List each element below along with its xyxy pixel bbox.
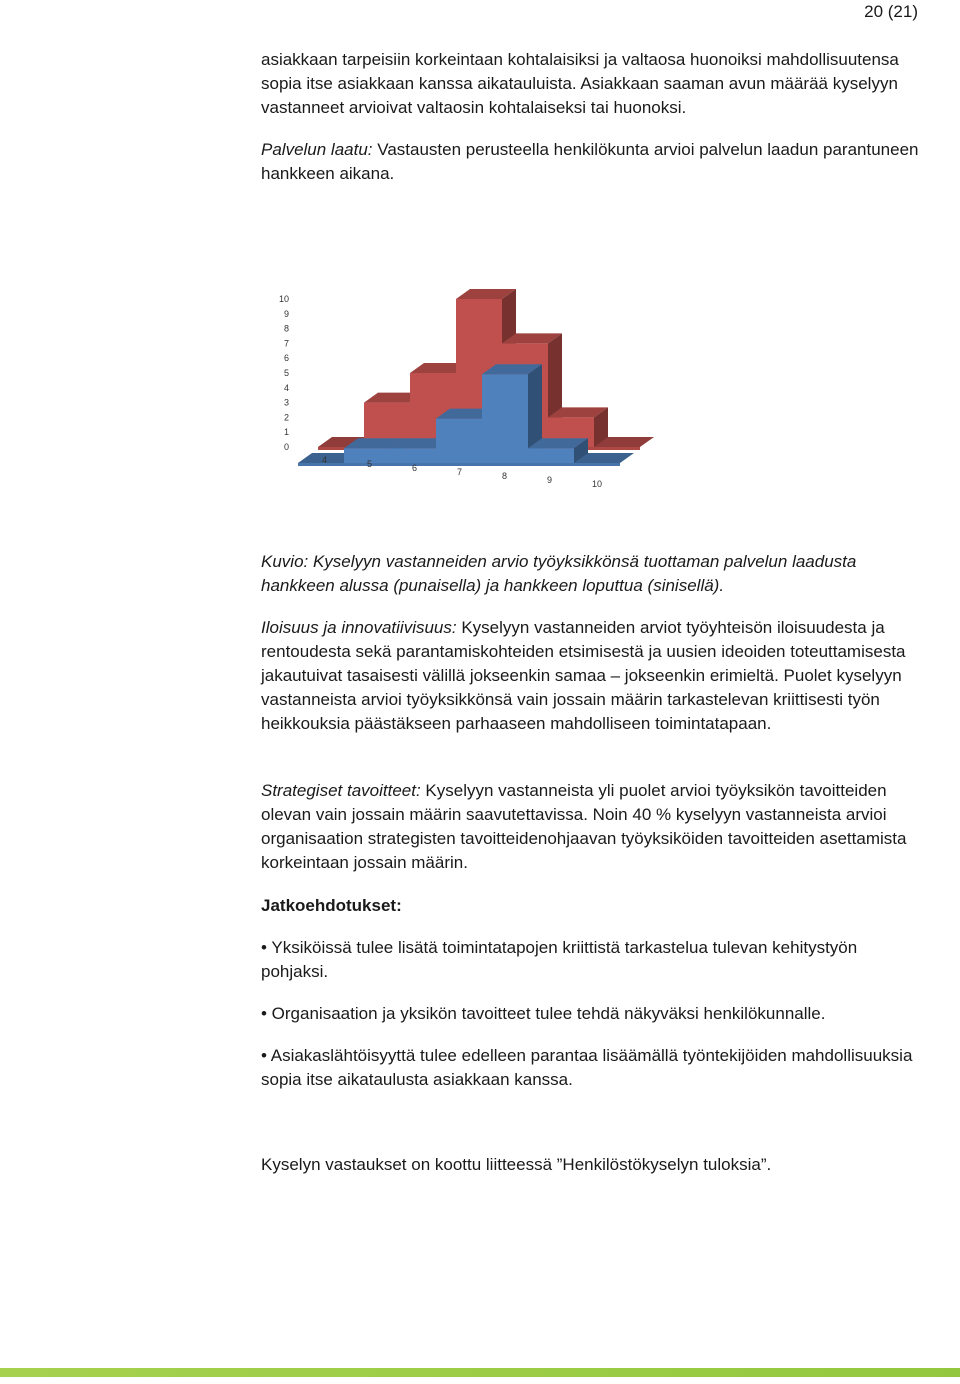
y-tick-label: 10: [278, 294, 289, 304]
strategy-label: Strategiset tavoitteet:: [261, 781, 421, 800]
y-tick-label: 9: [283, 308, 289, 319]
x-tick-label: 9: [547, 475, 553, 485]
y-tick-label: 0: [283, 442, 289, 452]
bar: [390, 448, 436, 463]
quality-text: Vastausten perusteella henkilökunta arvioi palvelun laadun parantuneen hankkeen aikana.: [261, 140, 919, 183]
intro-paragraph: asiakkaan tarpeisiin korkeintaan kohtalaisiksi ja valtaosa huonoiksi mahdollisuutensa sopia itse asiakkaan kanssa aikatauluista. Asiakkaan saaman avun määrää kyselyyn vastanneet arvioivat valtaosin kohtalaiseksi tai huonoksi.: [261, 50, 899, 117]
bar: [528, 448, 574, 463]
x-tick-label: 4: [322, 455, 328, 465]
proposals-heading: Jatkoehdotukset:: [261, 896, 402, 915]
joy-text: Kyselyyn vastanneiden arviot työyhteisön iloisuudesta ja rentoudesta sekä parantamiskohteiden etsimisestä ja uusien ideoiden toteuttamisesta jakautuivat tasaisesti välillä jokseenkin samaa – jokseenkin erimieltä. Puolet kyselyyn vastanneista arvioi työyksikkönsä vain jossain määrin tarkastelevan kriittisesti työn heikkouksia päästäkseen parhaaseen mahdolliseen toimintatapaan.: [261, 618, 906, 733]
footer-bar: [0, 1368, 960, 1377]
bar: [436, 419, 482, 463]
proposal-item-3: • Asiakaslähtöisyyttä tulee edelleen parantaa lisäämällä työntekijöiden mahdollisuuksia sopia itse aikataulusta asiakkaan kanssa.: [261, 1046, 913, 1089]
joy-label: Iloisuus ja innovatiivisuus:: [261, 618, 457, 637]
closing-paragraph: Kyselyn vastaukset on koottu liitteessä ”Henkilöstökyselyn tuloksia”.: [261, 1155, 772, 1174]
quality-chart: [270, 285, 670, 515]
figure-caption: Kuvio: Kyselyyn vastanneiden arvio työyksikkönsä tuottaman palvelun laadusta hankkeen alussa (punaisella) ja hankkeen loputtua (sinisellä).: [261, 552, 857, 595]
proposal-item-2: • Organisaation ja yksikön tavoitteet tulee tehdä näkyväksi henkilökunnalle.: [261, 1004, 826, 1023]
x-tick-label: 6: [412, 463, 418, 473]
y-tick-label: 3: [283, 397, 289, 408]
y-tick-label: 6: [283, 353, 289, 364]
x-tick-label: 5: [367, 459, 373, 469]
proposal-item-1: • Yksiköissä tulee lisätä toimintatapojen kriittistä tarkastelua tulevan kehitystyön pohjaksi.: [261, 938, 858, 981]
y-tick-label: 5: [283, 368, 289, 378]
y-tick-label: 2: [283, 412, 289, 423]
x-tick-label: 8: [502, 471, 508, 481]
quality-paragraph: [261, 138, 921, 186]
series-floor-edge: [298, 463, 620, 466]
y-tick-label: 4: [283, 382, 289, 393]
y-tick-label: 1: [283, 427, 289, 438]
strategy-paragraph: [261, 779, 921, 875]
x-tick-label: 7: [457, 467, 463, 477]
bar: [482, 374, 528, 463]
quality-label: Palvelun laatu:: [261, 140, 373, 159]
y-tick-label: 8: [283, 323, 289, 334]
y-tick-label: 7: [283, 338, 289, 349]
page-number: 20 (21): [864, 2, 918, 21]
x-tick-label: 10: [592, 479, 603, 489]
joy-paragraph: [261, 616, 921, 736]
strategy-text: Kyselyyn vastanneista yli puolet arvioi työyksikön tavoitteiden olevan vain jossain määrin saavutettavissa. Noin 40 % kyselyyn vastanneista arvioi organisaation strategisten tavoitteidenohjaavan työyksiköiden tavoitteiden asettamista korkeintaan jossain määrin.: [261, 781, 907, 872]
